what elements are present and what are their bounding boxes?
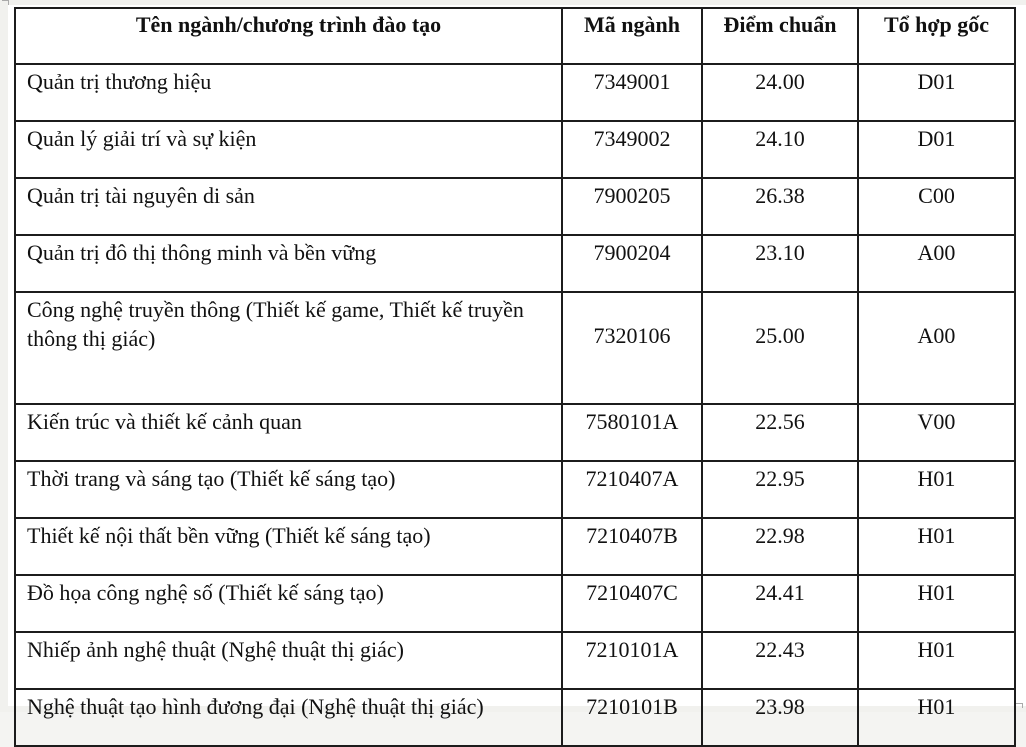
table-row [15, 235, 1015, 292]
program-code: 7349001 [562, 64, 702, 121]
subject-combination: D01 [858, 121, 1015, 178]
cutoff-score: 22.95 [702, 461, 858, 518]
table-row [15, 632, 1015, 689]
program-code: 7210407A [562, 461, 702, 518]
program-code: 7320106 [562, 292, 702, 404]
program-name: Đồ họa công nghệ số (Thiết kế sáng tạo) [15, 575, 562, 632]
subject-combination: C00 [858, 178, 1015, 235]
subject-combination: H01 [858, 632, 1015, 689]
table-row [15, 121, 1015, 178]
cutoff-score: 26.38 [702, 178, 858, 235]
admission-scores-table [14, 7, 1016, 747]
program-name: Quản lý giải trí và sự kiện [15, 121, 562, 178]
header-program-name: Tên ngành/chương trình đào tạo [15, 8, 562, 64]
header-subject-combination: Tổ hợp gốc [858, 8, 1015, 64]
program-code: 7210101A [562, 632, 702, 689]
program-code: 7210407C [562, 575, 702, 632]
table-row [15, 689, 1015, 746]
table-header-row [15, 8, 1015, 64]
program-name: Công nghệ truyền thông (Thiết kế game, Thiết kế truyền thông thị giác) [15, 292, 562, 404]
program-name: Quản trị thương hiệu [15, 64, 562, 121]
cutoff-score: 23.10 [702, 235, 858, 292]
program-name: Thời trang và sáng tạo (Thiết kế sáng tạo) [15, 461, 562, 518]
program-name: Quản trị đô thị thông minh và bền vững [15, 235, 562, 292]
cutoff-score: 24.41 [702, 575, 858, 632]
subject-combination: D01 [858, 64, 1015, 121]
header-cutoff-score: Điểm chuẩn [702, 8, 858, 64]
cutoff-score: 24.00 [702, 64, 858, 121]
subject-combination: H01 [858, 689, 1015, 746]
cutoff-score: 24.10 [702, 121, 858, 178]
program-code: 7580101A [562, 404, 702, 461]
subject-combination: H01 [858, 518, 1015, 575]
program-code: 7900204 [562, 235, 702, 292]
table-row [15, 575, 1015, 632]
corner-mark-icon [1016, 703, 1023, 708]
subject-combination: A00 [858, 292, 1015, 404]
subject-combination: H01 [858, 461, 1015, 518]
program-code: 7900205 [562, 178, 702, 235]
subject-combination: V00 [858, 404, 1015, 461]
subject-combination: A00 [858, 235, 1015, 292]
program-name: Quản trị tài nguyên di sản [15, 178, 562, 235]
page-edge-top [0, 0, 1026, 5]
table-row [15, 518, 1015, 575]
page-edge-left [0, 0, 8, 712]
program-code: 7210101B [562, 689, 702, 746]
program-name: Kiến trúc và thiết kế cảnh quan [15, 404, 562, 461]
table-row [15, 461, 1015, 518]
cutoff-score: 22.43 [702, 632, 858, 689]
header-program-code: Mã ngành [562, 8, 702, 64]
table-row [15, 178, 1015, 235]
cutoff-score: 22.56 [702, 404, 858, 461]
cutoff-score: 22.98 [702, 518, 858, 575]
program-code: 7349002 [562, 121, 702, 178]
subject-combination: H01 [858, 575, 1015, 632]
table-row [15, 404, 1015, 461]
program-code: 7210407B [562, 518, 702, 575]
table-row [15, 292, 1015, 404]
program-name: Nhiếp ảnh nghệ thuật (Nghệ thuật thị giác) [15, 632, 562, 689]
table-row [15, 64, 1015, 121]
cutoff-score: 23.98 [702, 689, 858, 746]
program-name: Nghệ thuật tạo hình đương đại (Nghệ thuật thị giác) [15, 689, 562, 746]
program-name: Thiết kế nội thất bền vững (Thiết kế sáng tạo) [15, 518, 562, 575]
cutoff-score: 25.00 [702, 292, 858, 404]
corner-mark-icon [2, 0, 9, 5]
